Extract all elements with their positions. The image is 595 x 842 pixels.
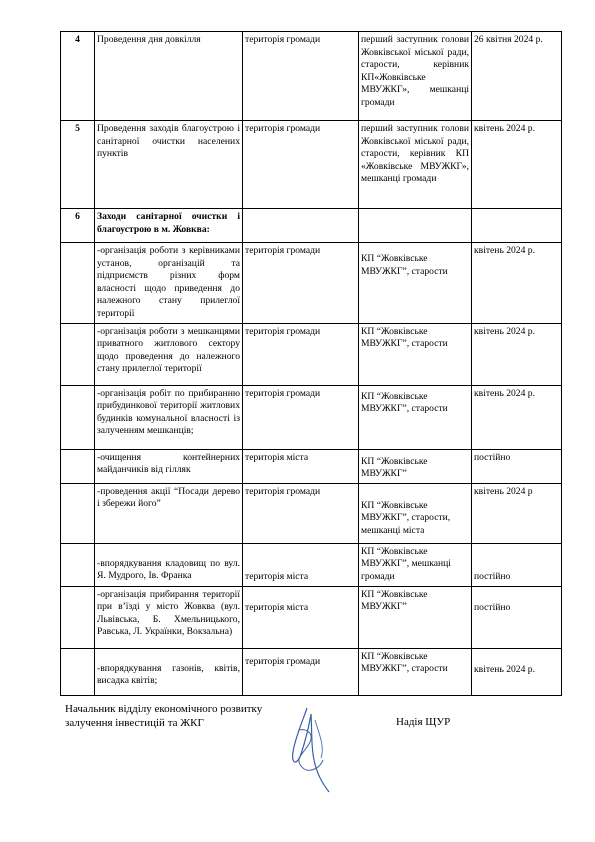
responsible-cell: [359, 385, 472, 449]
section-heading: Заходи санітарної очистки і благоустрою в м. Жовква:: [95, 209, 243, 243]
date-cell: квітень 2024 р.: [472, 385, 562, 449]
table-row: [61, 586, 562, 648]
responsible-cell: [359, 209, 472, 243]
table-row: [61, 323, 562, 385]
date-cell: [472, 648, 562, 695]
action-text: -впорядкування кладовищ по вул. Я. Мудрого, Ів. Франка: [97, 557, 240, 582]
place-cell: територія громади: [243, 483, 359, 543]
table-row: [61, 385, 562, 449]
responsible-cell: [359, 483, 472, 543]
date-cell: квітень 2024 р.: [472, 121, 562, 209]
row-number: 6: [61, 209, 95, 243]
action-cell: -організація робіт по прибиранню прибудинкової території житлових будинків комунальної власності із залученням мешканців;: [95, 385, 243, 449]
row-number: [61, 449, 95, 483]
table-row: [61, 32, 562, 121]
row-number: [61, 648, 95, 695]
action-text: -впорядкування газонів, квітів, висадка квітів;: [97, 662, 240, 687]
action-cell: [95, 543, 243, 586]
place-cell: територія громади: [243, 32, 359, 121]
action-cell: -організація роботи з керівниками установ, організацій та підприємств різних форм власності щодо приведення до належного стану прилеглої території: [95, 243, 243, 324]
place-cell: територія громади: [243, 121, 359, 209]
position-line: залучення інвестицій та ЖКГ: [65, 717, 204, 729]
row-number: 5: [61, 121, 95, 209]
responsible-cell: перший заступник голови Жовківської міської ради, старости, керівник КП«Жовківське МВУЖКГ», мешканці громади: [359, 32, 472, 121]
responsible-cell: перший заступник голови Жовківської міської ради, старости, керівник КП «Жовківське МВУЖКГ», мешканці громади: [359, 121, 472, 209]
action-cell: -організація роботи з мешканцями приватного житлового сектору щодо проведення до належного стану прилеглої території: [95, 323, 243, 385]
row-number: [61, 243, 95, 324]
action-cell: [95, 648, 243, 695]
place-cell: [243, 648, 359, 695]
responsible-text: КП “Жовківське МВУЖКГ”: [361, 455, 428, 480]
place-cell: територія громади: [243, 385, 359, 449]
action-cell: Проведення заходів благоустрою і санітарної очистки населених пунктів: [95, 121, 243, 209]
events-table: [60, 31, 562, 696]
place-cell: територія громади: [243, 243, 359, 324]
table-row: [61, 121, 562, 209]
responsible-text: КП “Жовківське МВУЖКГ”, старости: [361, 390, 448, 415]
date-cell: [472, 543, 562, 586]
position-line: Начальник відділу економічного розвитку: [65, 703, 263, 715]
action-cell: -організація прибирання території при в’їзді у місто Жовква (вул. Львівська, Б. Хмельницького, Равська, Л. Українки, Вокзальна): [95, 586, 243, 648]
place-cell: [243, 209, 359, 243]
responsible-cell: [359, 243, 472, 324]
row-number: [61, 483, 95, 543]
table-row: [61, 483, 562, 543]
date-cell: [472, 209, 562, 243]
responsible-cell: КП “Жовківське МВУЖКГ”, старости: [359, 323, 472, 385]
date-cell: квітень 2024 р: [472, 483, 562, 543]
action-cell: Проведення дня довкілля: [95, 32, 243, 121]
action-cell: -очищення контейнерних майданчиків від гілляк: [95, 449, 243, 483]
date-cell: квітень 2024 р.: [472, 243, 562, 324]
row-number: [61, 586, 95, 648]
date-text: квітень 2024 р.: [474, 663, 535, 675]
date-cell: квітень 2024 р.: [472, 323, 562, 385]
place-text: територія міста: [245, 570, 309, 582]
responsible-cell: КП “Жовківське МВУЖКГ”: [359, 586, 472, 648]
date-text: постійно: [474, 570, 511, 582]
responsible-text: КП “Жовківське МВУЖКГ”, старости: [361, 253, 448, 277]
row-number: [61, 385, 95, 449]
place-cell: територія міста: [243, 449, 359, 483]
responsible-cell: [359, 449, 472, 483]
date-text: постійно: [474, 601, 511, 613]
row-number: [61, 543, 95, 586]
place-text: територія міста: [245, 601, 309, 613]
table-row: [61, 648, 562, 695]
signatory-name: Надія ЩУР: [396, 716, 451, 728]
place-cell: [243, 543, 359, 586]
table-row: [61, 243, 562, 324]
date-cell: 26 квітня 2024 р.: [472, 32, 562, 121]
action-cell: -проведення акції “Посади дерево і збережи його”: [95, 483, 243, 543]
responsible-text: КП “Жовківське МВУЖКГ”, старости, мешканці міста: [361, 499, 451, 536]
table-row: [61, 449, 562, 483]
responsible-cell: КП “Жовківське МВУЖКГ”, мешканці громади: [359, 543, 472, 586]
place-text: територія громади: [245, 655, 321, 667]
row-number: [61, 323, 95, 385]
signature-icon: [285, 700, 340, 795]
place-cell: територія громади: [243, 323, 359, 385]
date-cell: [472, 586, 562, 648]
table-row: [61, 209, 562, 243]
table-row: [61, 543, 562, 586]
place-cell: [243, 586, 359, 648]
date-cell: постійно: [472, 449, 562, 483]
row-number: 4: [61, 32, 95, 121]
signatory-position: [65, 702, 262, 730]
responsible-cell: КП “Жовківське МВУЖКГ”, старости: [359, 648, 472, 695]
